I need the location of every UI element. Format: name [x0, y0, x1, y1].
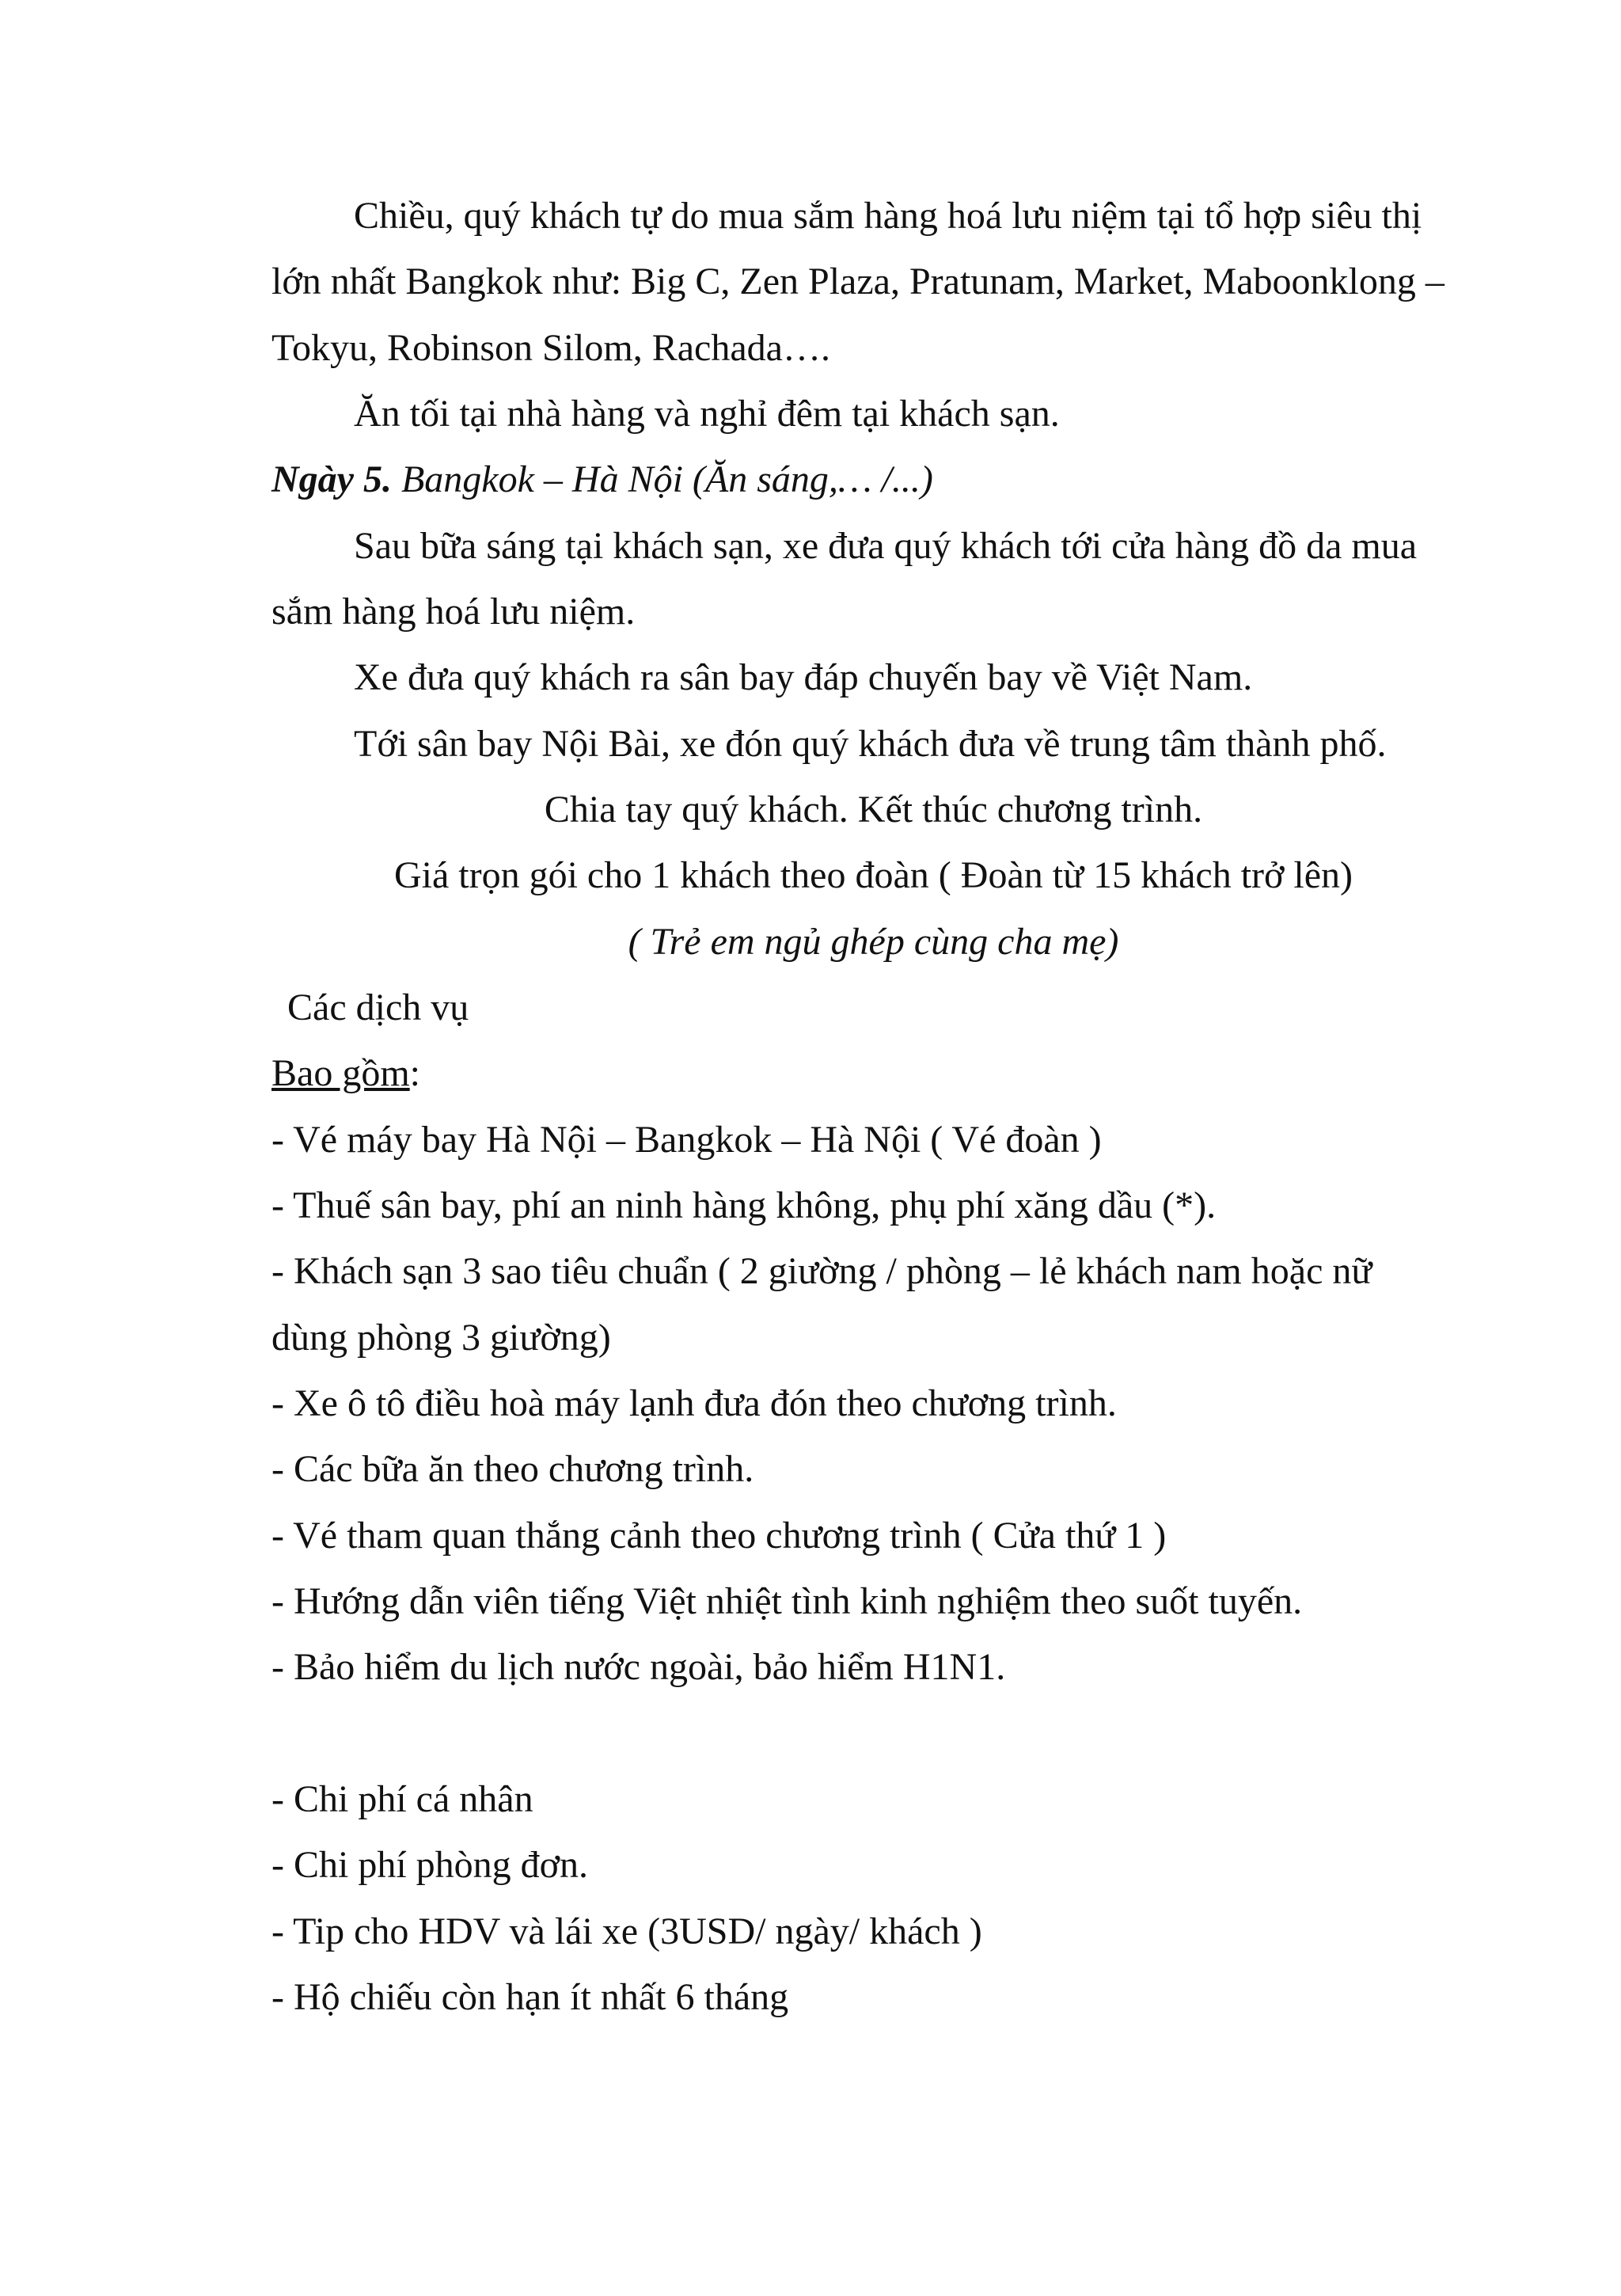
included-item: - Khách sạn 3 sao tiêu chuẩn ( 2 giường / phòng – lẻ khách nam hoặc nữ: [271, 1250, 1372, 1292]
day5-heading: [271, 456, 933, 504]
included-item: - Thuế sân bay, phí an ninh hàng không, phụ phí xăng dầu (*).: [271, 1184, 1217, 1226]
included-heading: [271, 1050, 420, 1097]
included-item: - Các bữa ăn theo chương trình.: [271, 1448, 754, 1490]
included-item: - Bảo hiểm du lịch nước ngoài, bảo hiểm H1N1.: [271, 1646, 1006, 1688]
price-note: ( Trẻ em ngủ ghép cùng cha mẹ): [628, 921, 1119, 963]
day5-para2: Xe đưa quý khách ra sân bay đáp chuyến bay về Việt Nam.: [354, 656, 1253, 698]
price-line: Giá trọn gói cho 1 khách theo đoàn ( Đoàn từ 15 khách trở lên): [393, 854, 1353, 896]
day4-dinner: Ăn tối tại nhà hàng và nghỉ đêm tại khách sạn.: [354, 393, 1060, 435]
day5-para1-line-2: sắm hàng hoá lưu niệm.: [271, 591, 636, 633]
included-item: - Hướng dẫn viên tiếng Việt nhiệt tình kinh nghiệm theo suốt tuyến.: [271, 1580, 1303, 1622]
excluded-item: - Hộ chiếu còn hạn ít nhất 6 tháng: [271, 1976, 789, 2018]
day4-afternoon-line-2: lớn nhất Bangkok như: Big C, Zen Plaza, Pratunam, Market, Maboonklong –: [271, 260, 1444, 302]
day4-afternoon-line-1: Chiều, quý khách tự do mua sắm hàng hoá lưu niệm tại tổ hợp siêu thị: [354, 195, 1422, 237]
day5-para1-line-1: Sau bữa sáng tại khách sạn, xe đưa quý khách tới cửa hàng đồ da mua: [354, 525, 1418, 567]
farewell-line: Chia tay quý khách. Kết thúc chương trình.: [544, 789, 1203, 831]
day4-afternoon-line-3: Tokyu, Robinson Silom, Rachada….: [271, 327, 830, 369]
excluded-item: - Chi phí cá nhân: [271, 1778, 533, 1820]
included-colon: :: [409, 1052, 420, 1094]
excluded-item: - Tip cho HDV và lái xe (3USD/ ngày/ khách ): [271, 1910, 982, 1952]
excluded-item: - Chi phí phòng đơn.: [271, 1844, 589, 1886]
day5-label: Ngày 5.: [271, 458, 392, 500]
included-item: - Xe ô tô điều hoà máy lạnh đưa đón theo chương trình.: [271, 1382, 1117, 1424]
services-heading: Các dịch vụ: [287, 986, 469, 1028]
day5-route: Bangkok – Hà Nội (Ăn sáng,… /...): [391, 458, 933, 500]
included-item: - Vé tham quan thắng cảnh theo chương trình ( Cửa thứ 1 ): [271, 1515, 1167, 1557]
included-item: dùng phòng 3 giường): [271, 1317, 611, 1359]
day5-para3: Tới sân bay Nội Bài, xe đón quý khách đưa về trung tâm thành phố.: [354, 723, 1387, 765]
included-label: Bao gồm: [271, 1052, 410, 1094]
included-item: - Vé máy bay Hà Nội – Bangkok – Hà Nội ( Vé đoàn ): [271, 1119, 1102, 1161]
